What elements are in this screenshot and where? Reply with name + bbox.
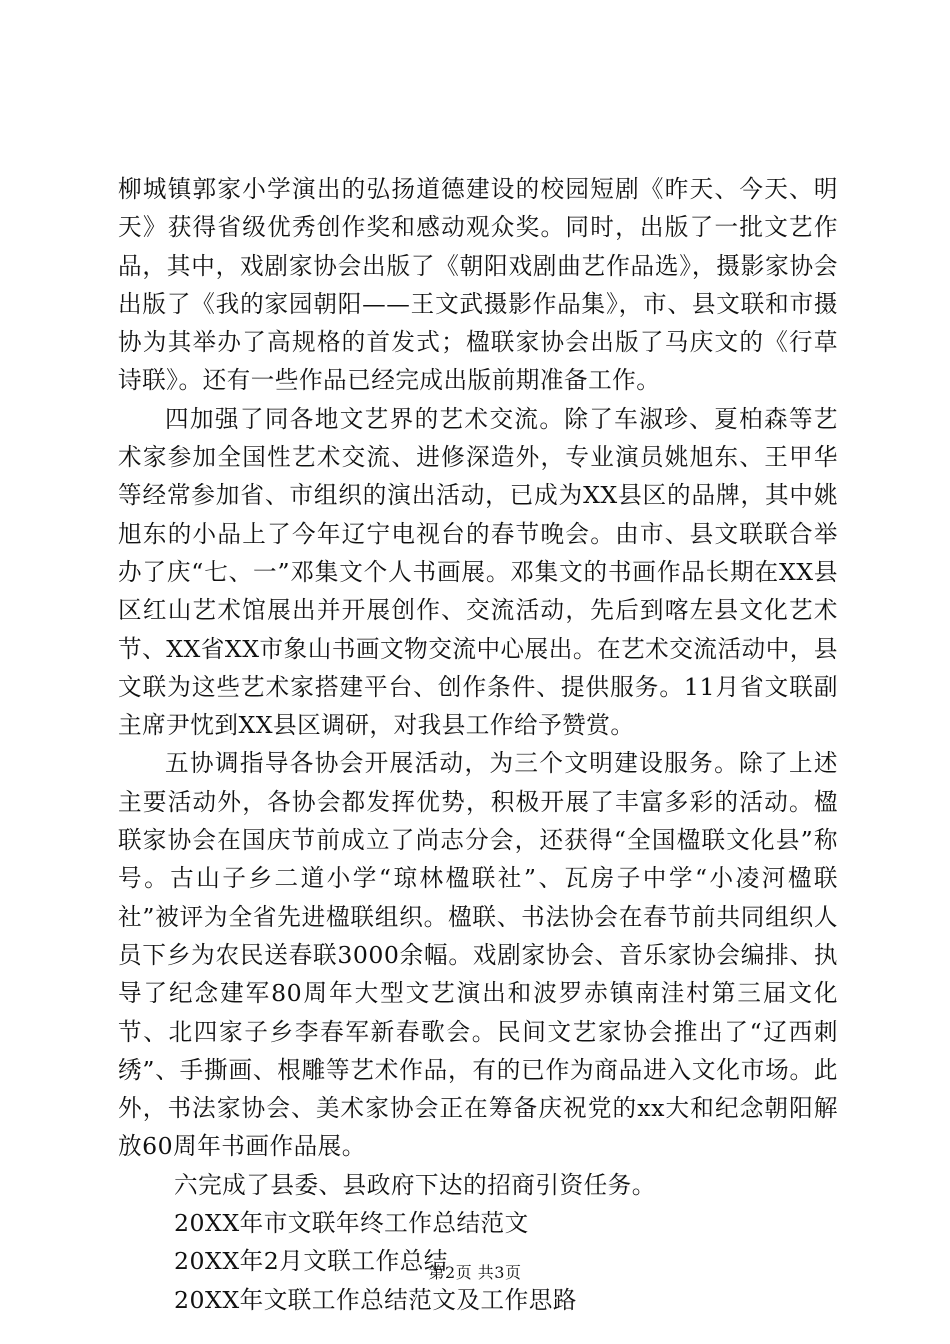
related-link[interactable]: 20XX年市文联年终工作总结范文 bbox=[174, 1209, 529, 1238]
document-body bbox=[118, 170, 838, 1319]
paragraph-section-five: 五协调指导各协会开展活动，为三个文明建设服务。除了上述主要活动外，各协会都发挥优势，积极开展了丰富多彩的活动。楹联家协会在国庆节前成立了尚志分会，还获得“全国楹联文化县”称号。古山子乡二道小学“琼林楹联社”、瓦房子中学“小凌河楹联社”被评为全省先进楹联组织。楹联、书法协会在春节前共同组织人员下乡为农民送春联3000余幅。戏剧家协会、音乐家协会编排、执导了纪念建军80周年大型文艺演出和波罗赤镇南洼村第三届文化节、北四家子乡李春军新春歌会。民间文艺家协会推出了“辽西刺绣”、手撕画、根雕等艺术作品，有的已作为商品进入文化市场。此外，书法家协会、美术家协会正在筹备庆祝党的xx大和纪念朝阳解放60周年书画作品展。 bbox=[118, 749, 838, 1161]
paragraph-section-four: 四加强了同各地文艺界的艺术交流。除了车淑珍、夏柏森等艺术家参加全国性艺术交流、进修深造外，专业演员姚旭东、王甲华等经常参加省、市组织的演出活动，已成为XX县区的品牌，其中姚旭东的小品上了今年辽宁电视台的春节晚会。由市、县文联联合举办了庆“七、一”邓集文个人书画展。邓集文的书画作品长期在XX县区红山艺术馆展出并开展创作、交流活动，先后到喀左县文化艺术节、XX省XX市象山书画文物交流中心展出。在艺术交流活动中，县文联为这些艺术家搭建平台、创作条件、提供服务。11月省文联副主席尹忱到XX县区调研，对我县工作给予赞赏。 bbox=[118, 404, 838, 740]
related-link[interactable]: 20XX年文联工作总结范文及工作思路 bbox=[174, 1285, 577, 1314]
paragraph-continued: 柳城镇郭家小学演出的弘扬道德建设的校园短剧《昨天、今天、明天》获得省级优秀创作奖和感动观众奖。同时，出版了一批文艺作品，其中，戏剧家协会出版了《朝阳戏剧曲艺作品选》，摄影家协会出版了《我的家园朝阳——王文武摄影作品集》，市、县文联和市摄协为其举办了高规格的首发式；楹联家协会出版了马庆文的《行草诗联》。还有一些作品已经完成出版前期准备工作。 bbox=[118, 175, 838, 395]
paragraph-section-six: 六完成了县委、县政府下达的招商引资任务。 bbox=[174, 1170, 656, 1199]
related-link[interactable]: 20XX年2月文联工作总结 bbox=[174, 1247, 448, 1276]
page-number-footer: 第2页 共3页 bbox=[428, 1263, 522, 1282]
